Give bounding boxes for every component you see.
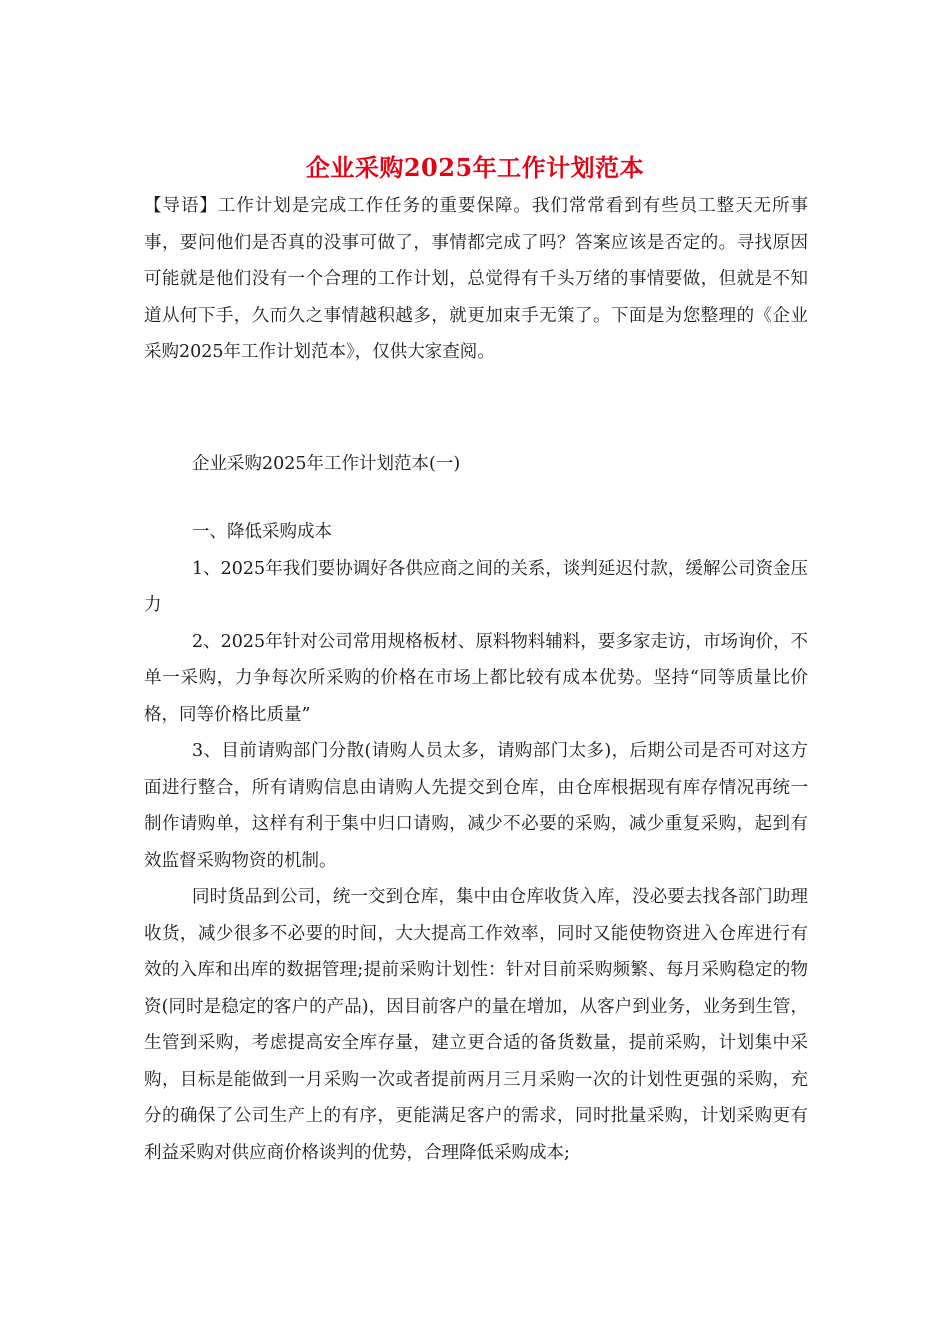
body-paragraph: 2、2025年针对公司常用规格板材、原料物料辅料，要多家走访，市场询价，不单一采购，力争每次所采购的价格在市场上都比较有成本优势。坚持“同等质量比价格，同等价格比质量”: [144, 631, 808, 725]
intro-paragraph: 【导语】工作计划是完成工作任务的重要保障。我们常常看到有些员工整天无所事事，要问他们是否真的没事可做了，事情都完成了吗？答案应该是否定的。寻找原因可能就是他们没有一个合理的工作计划，总觉得有千头万绪的事情要做，但就是不知道从何下手，久而久之事情越积越多，就更加束手无策了。下面是为您整理的《企业采购2025年工作计划范本》，仅供大家查阅。: [144, 196, 808, 362]
document-title: 企业采购2025年工作计划范本: [305, 153, 645, 182]
section-heading: 企业采购2025年工作计划范本(一): [192, 454, 461, 474]
body-paragraph: 1、2025年我们要协调好各供应商之间的关系，谈判延迟付款，缓解公司资金压力: [144, 558, 808, 615]
body-paragraph: 同时货品到公司，统一交到仓库，集中由仓库收货入库，没必要去找各部门助理收货，减少很多不必要的时间，大大提高工作效率，同时又能使物资进入仓库进行有效的入库和出库的数据管理;提前采购计划性：针对目前采购频繁、每月采购稳定的物资(同时是稳定的客户的产品)，因目前客户的量在增加，从客户到业务，业务到生管，生管到采购，考虑提高安全库存量，建立更合适的备货数量，提前采购，计划集中采购，目标是能做到一月采购一次或者提前两月三月采购一次的计划性更强的采购，充分的确保了公司生产上的有序，更能满足客户的需求，同时批量采购，计划采购更有利益采购对供应商价格谈判的优势，合理降低采购成本;: [144, 887, 808, 1163]
subheading: 一、降低采购成本: [192, 522, 332, 542]
document-body: [144, 514, 808, 1171]
body-paragraph: 3、目前请购部门分散(请购人员太多，请购部门太多)，后期公司是否可对这方面进行整合，所有请购信息由请购人先提交到仓库，由仓库根据现有库存情况再统一制作请购单，这样有利于集中归口请购，减少不必要的采购，减少重复采购，起到有效监督采购物资的机制。: [144, 741, 808, 871]
